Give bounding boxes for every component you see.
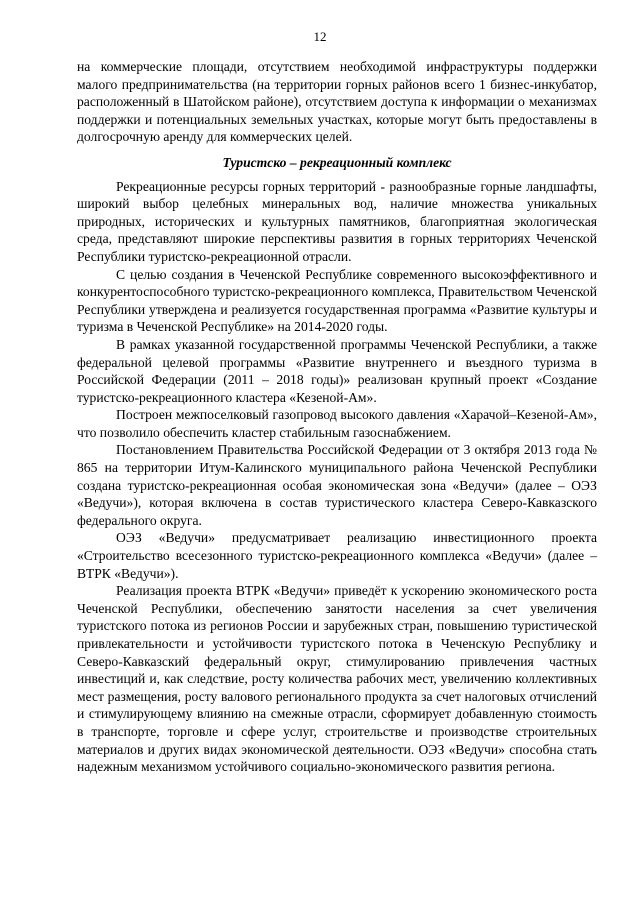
- paragraph-project-effects: Реализация проекта ВТРК «Ведучи» приведёт к ускорению экономического роста Чеченской Республики, обеспечению занятости населения за счет увеличения туристского потока из регионов России и зарубежных стран, повышению туристической привлекательности и устойчивости туристского потока в Чеченскую Республику и Северо-Кавказский федеральный округ, стимулированию привлечения частных инвестиций и, как следствие, росту количества рабочих мест, увеличению коллективных мест размещения, росту валового регионального продукта за счет налоговых отчислений и стимулирующему влиянию на смежные отрасли, сформирует добавленную стоимость в транспорте, торговле и сфере услуг, строительстве и производстве строительных материалов и других видах экономической деятельности. ОЭЗ «Ведучи» способна стать надежным механизмом устойчивого социально-экономического развития региона.: [77, 583, 597, 775]
- paragraph-kezenoy-am-project: В рамках указанной государственной программы Чеченской Республики, а также федеральной целевой программы «Развитие внутреннего и въездного туризма в Российской Федерации (2011 – 2018 годы)» реализован крупный проект «Создание туристско-рекреационного кластера «Кезеной-Ам».: [77, 336, 597, 405]
- paragraph-state-program: С целью создания в Чеченской Республике современного высокоэффективного и конкурентоспособного туристско-рекреационного комплекса, Правительством Чеченской Республики утверждена и реализуется государственная программа «Развитие культуры и туризма в Чеченской Республике» на 2014-2020 годы.: [77, 266, 597, 335]
- paragraph-investment-project: ОЭЗ «Ведучи» предусматривает реализацию инвестиционного проекта «Строительство всесезонного туристско-рекреационного комплекса «Ведучи» (далее – ВТРК «Ведучи»).: [77, 530, 597, 581]
- paragraph-recreational-resources: Рекреационные ресурсы горных территорий - разнообразные горные ландшафты, широкий выбор целебных минеральных вод, наличие множества уникальных природных, исторических и культурных памятников, благоприятная экологическая среда, представляют широкие перспективы развития в горных территориях Чеченской Республики туристско-рекреационной отрасли.: [77, 178, 597, 264]
- paragraph-gas-pipeline: Построен межпоселковый газопровод высокого давления «Харачой–Кезеной-Ам», что позволило обеспечить кластер стабильным газоснабжением.: [77, 407, 597, 440]
- paragraph-special-economic-zone: Постановлением Правительства Российской Федерации от 3 октября 2013 года № 865 на территории Итум-Калинского муниципального района Чеченской Республики создана туристско-рекреационная особая экономическая зона «Ведучи» (далее – ОЭЗ «Ведучи»), которая включена в состав туристического кластера Северо-Кавказского федерального округа.: [77, 442, 597, 528]
- body-text: [77, 58, 597, 776]
- page-number: 12: [313, 29, 327, 44]
- paragraph-continuation: на коммерческие площади, отсутствием необходимой инфраструктуры поддержки малого предпринимательства (на территории горных районов всего 1 бизнес-инкубатор, расположенный в Шатойском районе), отсутствием доступа к информации о механизмах поддержки и потенциальных земельных участках, которые могут быть предоставлены в долгосрочную аренду для коммерческих целей.: [77, 59, 597, 145]
- section-heading: Туристско – рекреационный комплекс: [222, 154, 452, 170]
